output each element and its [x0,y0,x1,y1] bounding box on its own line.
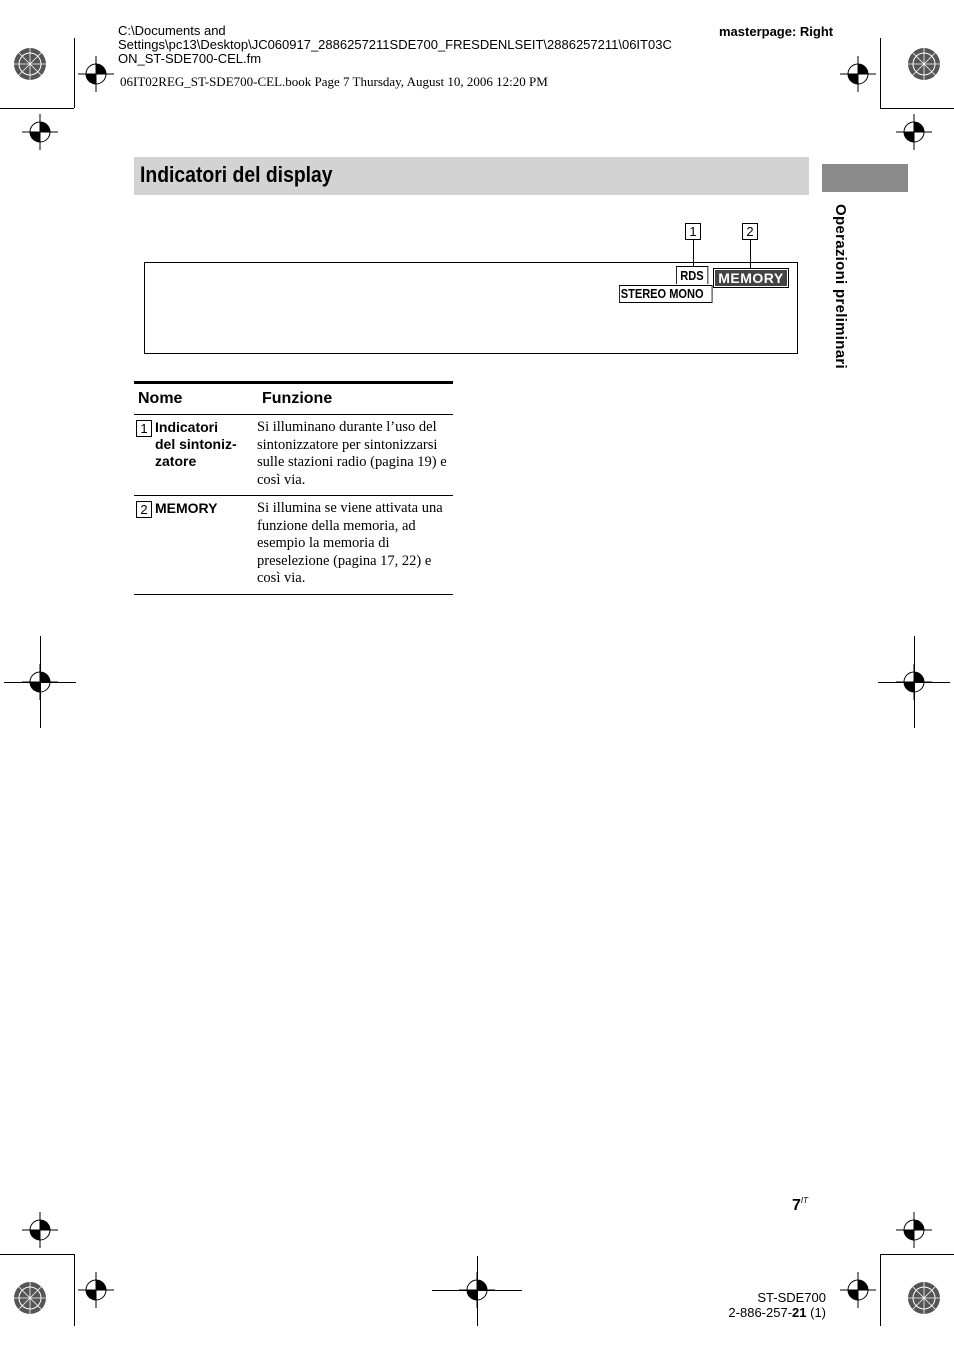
model-code: 2-886-257-21 (1) [728,1305,826,1320]
row-name-cell [134,500,256,588]
crosshair-icon [840,56,876,92]
crosshair-icon [78,56,114,92]
rds-indicator: RDS [676,266,708,284]
indicator-table [134,381,453,595]
row-number: 1 [136,420,152,437]
model-name: ST-SDE700 [757,1290,826,1305]
row-name: Indicatori del sintoniz- zatore [155,419,237,469]
color-wheel-icon [12,46,48,82]
side-tab-marker [822,164,908,192]
side-tab-label: Operazioni preliminari [832,204,849,369]
crosshair-icon [22,114,58,150]
color-wheel-icon [906,1280,942,1316]
crosshair-icon [840,1272,876,1308]
row-function: Si illuminano durante l’uso del sintonizzatore per sintonizzarsi sulle stazioni radio (pagina 19) e così via. [257,419,447,488]
stereo-mono-indicator: STEREO MONO [619,285,713,303]
crosshair-icon [896,1212,932,1248]
color-wheel-icon [12,1280,48,1316]
callout-1: 1 [685,223,701,240]
masterpage-label: masterpage: Right [719,24,834,39]
memory-indicator-label: MEMORY [715,270,787,286]
table-row [134,496,453,595]
row-name: MEMORY [155,500,218,516]
file-path: C:\Documents and Settings\pc13\Desktop\JC060917_2886257211SDE700_FRESDENLSEIT\2886257211\06IT03C ON_ST-SDE700-CEL.fm [118,23,672,66]
book-info-line: 06IT02REG_ST-SDE700-CEL.book Page 7 Thursday, August 10, 2006 12:20 PM [120,74,548,89]
row-name-cell [134,419,256,489]
crosshair-icon [78,1272,114,1308]
page-number: $7^{IT}$ [792,1196,809,1214]
table-header [134,384,453,415]
col-header-function: Funzione [262,390,333,407]
model-info [726,1290,826,1320]
col-header-name: Nome [138,390,183,407]
crosshair-icon [896,114,932,150]
row-function: Si illumina se viene attivata una funzione della memoria, ad esempio la memoria di preselezione (pagina 17, 22) e così via. [257,500,443,586]
color-wheel-icon [906,46,942,82]
row-number: 2 [136,501,152,518]
callout-2: 2 [742,223,758,240]
section-title: Indicatori del display [140,162,333,187]
crosshair-icon [22,1212,58,1248]
memory-indicator [713,268,789,288]
table-row [134,415,453,496]
